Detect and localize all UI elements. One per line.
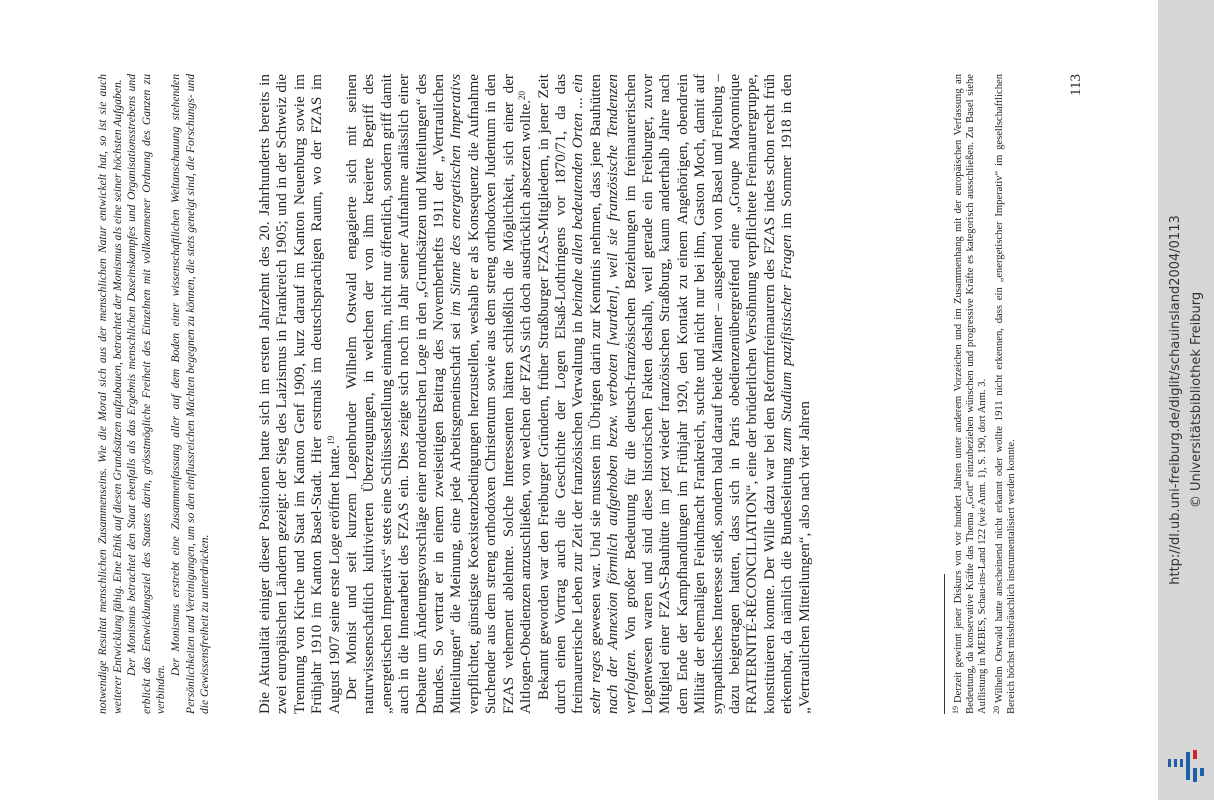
quote-paragraph: notwendige Resultat menschlichen Zusammenseins. Wie die Moral sich aus der menschlichen Natur entwickelt hat, so ist sie auch weiterer Entwicklung fähig. Eine Ethik auf diesen Grundsätzen aufzubauen, betrachtet der Monismus als eine seiner höchsten Aufgaben.	[96, 74, 124, 714]
body-paragraph: Die Aktualität einiger dieser Positionen hatte sich im ersten Jahrzehnt des 20. Jahrhunderts bereits in zwei europäischen Ländern gezeigt: der Sieg des Laizismus in Frankreich 1905; und in der Schweiz die Trennung von Kirche und Staat im Kanton Genf 1909, kurz darauf im Kanton Neuenburg sowie im Frühjahr 1910 im Kanton Basel-Stadt. Hier erstmals im deutschsprachigen Raum, wo der FZAS im August 1907 seine erste Loge eröffnet hatte.$^{19}$	[256, 74, 343, 714]
quote-paragraph: Der Monismus betrachtet den Staat ebenfalls als das Ergebnis menschlichen Daseinskampfes und Organisationsstrebens und erblickt das Entwicklungsziel des Staates darin, grösstmögliche Freiheit des Einzelnen mit vollkommener Ordnung des Ganzen zu verbinden.	[125, 74, 168, 714]
quote-paragraph: Der Monismus erstrebt eine Zusammenfassung aller auf dem Boden einer wissenschaftlichen Weltanschauung stehenden Persönlichkeiten und Vereinigungen, um so den einflussreichen Mächten begegnen zu können, die stets geneigt sind, die Forschungs- und die Gewissensfreiheit zu unterdrücken.	[168, 74, 212, 714]
footnote-number: 20	[991, 706, 1001, 714]
monism-principles-quote	[96, 74, 213, 714]
body-paragraph: Bekannt geworden war den Freiburger Gründern, früher Straßburger FZAS-Mitgliedern, in jener Zeit durch einen Vortrag auch die Geschichte der Logen Elsaß-Lothringens vor 1870/71, da das freimaurerische Leben zur Zeit der französischen Verwaltung in beinahe allen bedeutenden Orten ... ein sehr reges gewesen war. Und sie mussten im Übrigen darin zur Kenntnis nehmen, dass jene Bauhütten nach der Annexion förmlich aufgehoben bezw. verboten [wurden], weil sie französische Tendenzen verfolgten. Von großer Bedeutung für die deutsch-französischen Beziehungen im freimaurerischen Logenwesen waren und sind diese historischen Fakten deshalb, weil gerade ein Freiburger, zuvor Mitglied einer FZAS-Bauhütte im jetzt wieder französischen Straßburg, kaum anderthalb Jahre nach dem Ende der Kampfhandlungen im Frühjahr 1920, den Kontakt zu einem Angehörigen, obendrein Militär der ehemaligen Feindmacht Frankreich, suchte und nicht nur bei ihm, Gaston Moch, damit auf sympathisches Interesse stieß, sondern bald darauf beide Männer – ausgehend von Basel und Freiburg – dazu beigetragen hatten, dass sich in Paris obedienzenübergreifend eine „Groupe Maçonnique FRATERNITÉ-RÉCONCILIATION“, eine der brüderlichen Versöhnung verpflichtete Freimaurergruppe, konstituieren konnte. Der Wille dazu war bei den Reformfreimaurern des FZAS indes schon recht früh erkennbar, da nämlich die Bundesleitung zum Studium pazifistischer Fragen im Sommer 1918 in den „Vertraulichen Mitteilungen“, also nach vier Jahren	[534, 74, 813, 714]
body-text	[256, 74, 813, 714]
body-paragraph: Der Monist und seit kurzem Logenbruder Wilhelm Ostwald engagierte sich mit seinen naturwissenschaftlich kultivierten Überzeugungen, in welchen der von ihm kreierte Begriff des „energetischen Imperativs“ stets eine Schlüsselstellung einnahm, nicht nur öffentlich, sondern griff damit auch in die Innenarbeit des FZAS ein. Dies zeigte sich noch im Jahr seiner Aufnahme anlässlich einer Debatte um Änderungsvorschläge einer norddeutschen Loge in den „Grundsätzen und Mitteilungen“ des Bundes. So vertrat er in einem zweiseitigen Beitrag des Novemberhefts 1911 der „Vertraulichen Mitteilungen“ die Meinung, eine jede Arbeitsgemeinschaft sei im Sinne des energetischen Imperativs verpflichtet, günstigste Koexistenzbedingungen herzustellen, weshalb er als Konsequenz die Aufnahme Suchender aus dem streng orthodoxen Christentum sowie aus dem streng orthodoxen Judentum in den FZAS vehement ablehnte. Solche Interessenten hätten schließlich die Möglichkeit, sich einer der Altlogen-Obedienzen anzuschließen, von welchen der FZAS sich doch ausdrücklich absetzen wollte.$^{20}$	[343, 73, 535, 714]
footnotes	[950, 74, 1019, 714]
footnote-ref[interactable]: 19	[325, 435, 336, 445]
source-url-link[interactable]: http://dl.ub.uni-freiburg.de/diglit/schauinsland2004/0113	[1168, 215, 1183, 585]
sidebar-text	[1158, 0, 1214, 800]
library-sidebar	[1158, 0, 1214, 800]
footnote-ref[interactable]: 20	[517, 90, 528, 100]
footnote-divider	[944, 574, 945, 714]
page-number: 113	[1068, 74, 1084, 96]
ub-freiburg-logo-icon	[1166, 744, 1210, 788]
copyright-notice: © Universitätsbibliothek Freiburg	[1189, 291, 1204, 509]
logo-graphic	[1166, 744, 1210, 788]
footnote: $^{19}$Derzeit gewinnt jener Diskurs von vor hundert Jahren unter anderem Vorzeichen und im Zusammenhang mit der europäischen Verfassung an Bedeutung, da konservative Kräfte das Thema „Gott“ einzubeziehen wünschen und progressive Kräfte es kategorisch ausschließen. Zu Basel siehe Auflistung in MEBES, Schau-ins-Land 122 (wie Anm. 1), S. 190, dort Anm. 3.	[951, 74, 989, 714]
footnote: $^{20}$Wilhelm Ostwald hatte anscheinend nicht erkannt oder wollte 1911 nicht erkennen, dass ein „energetischer Imperativ“ im gesellschaftlichen Bereich höchst missbräuchlich instrumentalisiert werden konnte.	[991, 74, 1017, 714]
footnote-number: 19	[951, 706, 960, 714]
